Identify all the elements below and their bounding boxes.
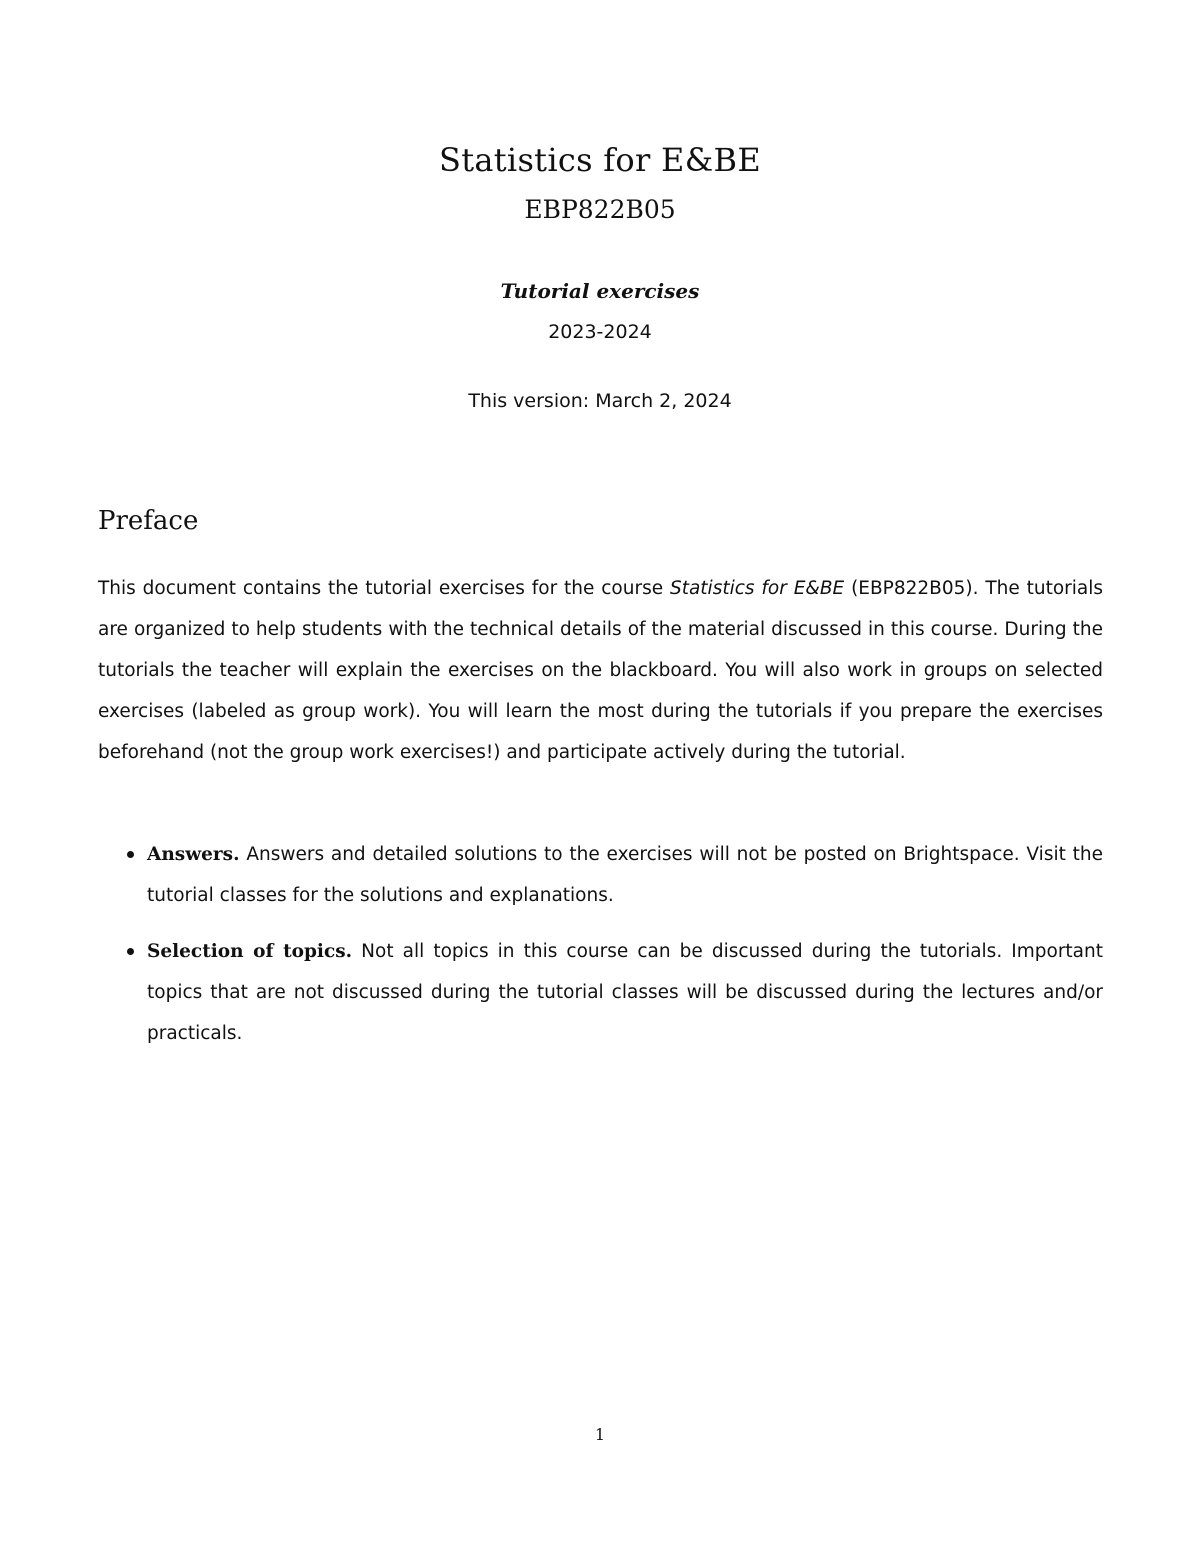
version-date: This version: March 2, 2024 xyxy=(468,390,732,412)
document-subtitle: Tutorial exercises xyxy=(500,279,700,303)
bullet-text-selection-of-topics xyxy=(147,931,1103,1054)
bullet-body-selection-of-topics: Not all topics in this course can be discussed during the tutorials. Important topics that are not discussed during the tutorial classes will be discussed during the lectures and/or practicals. xyxy=(147,941,1103,1044)
bullet-lead-answers: Answers. xyxy=(147,844,240,865)
preface-text-start: This document contains the tutorial exercises for the course xyxy=(98,578,670,599)
bullet-text-answers xyxy=(147,834,1103,916)
bullet-icon xyxy=(127,948,134,955)
course-name-emphasis: Statistics for E&BE xyxy=(669,578,845,599)
academic-year: 2023-2024 xyxy=(548,321,652,343)
section-heading-preface: Preface xyxy=(98,506,199,536)
bullet-body-answers: Answers and detailed solutions to the exercises will not be posted on Brightspace. Visit the tutorial classes for the solutions and explanations. xyxy=(147,844,1103,906)
page-number: 1 xyxy=(594,1425,606,1444)
preface-text-end: (EBP822B05). The tutorials are organized to help students with the technical details of the material discussed in this course. During the tutorials the teacher will explain the exercises on the blackboard. You will also work in groups on selected exercises (labeled as group work). You will learn the most during the tutorials if you prepare the exercises beforehand (not the group work exercises!) and participate actively during the tutorial. xyxy=(98,578,1104,763)
document-title: Statistics for E&BE xyxy=(439,141,761,179)
bullet-lead-selection-of-topics: Selection of topics. xyxy=(147,941,353,962)
course-code: EBP822B05 xyxy=(524,195,676,224)
preface-paragraph xyxy=(98,568,1103,773)
bullet-icon xyxy=(127,851,134,858)
